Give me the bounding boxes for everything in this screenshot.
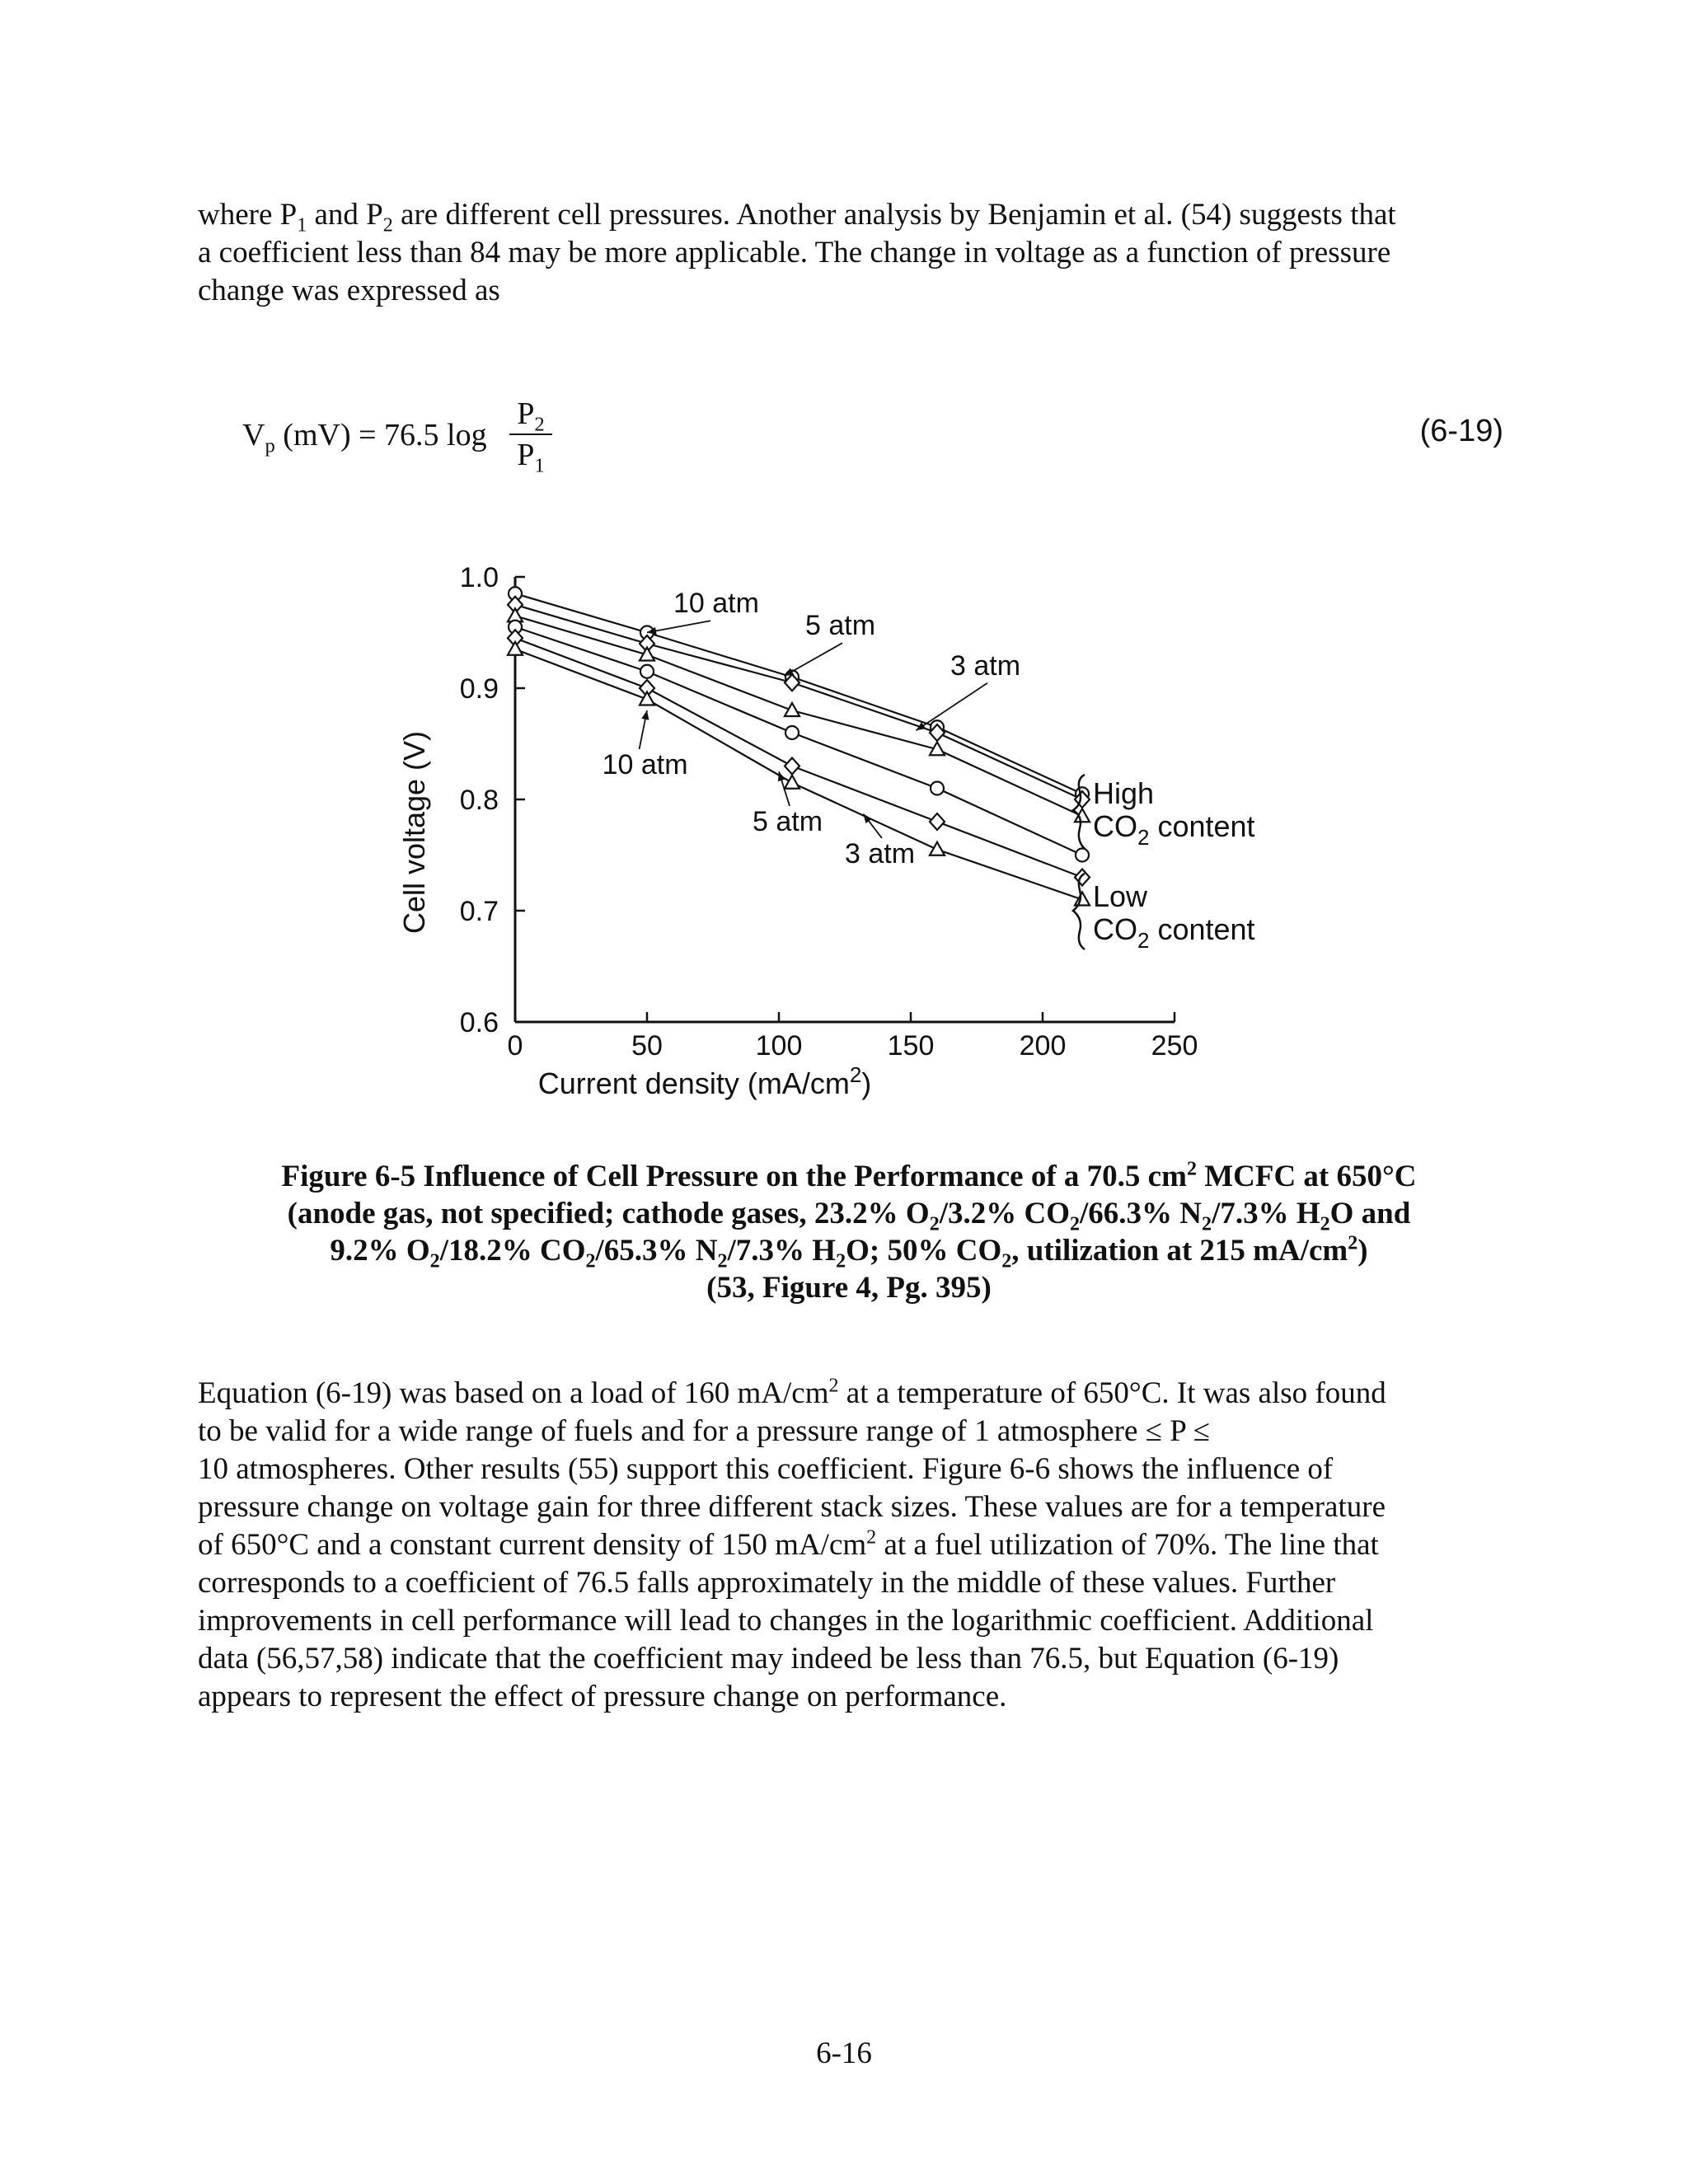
data-point-triangle [1075, 893, 1090, 906]
y-tick-label: 0.7 [459, 896, 499, 927]
fraction-numerator: $P_2$ [517, 396, 545, 436]
x-tick-label: 50 [631, 1030, 663, 1062]
annotation-label: 10 atm [602, 748, 688, 780]
intro-paragraph [198, 196, 1484, 310]
data-point-triangle [1075, 808, 1090, 822]
chart-group-labels [1073, 775, 1255, 953]
body-paragraph [198, 1375, 1484, 1716]
para2-line9: appears to represent the effect of pressure change on performance. [198, 1680, 1007, 1713]
figure-6-5 [379, 540, 1319, 1133]
equation-fraction [506, 396, 556, 477]
data-point-triangle [640, 692, 654, 705]
annotation-arrow-line [916, 683, 987, 731]
caption-line1: Figure 6-5 Influence of Cell Pressure on the Performance of a 70.5 $cm^2$ MCFC at 650°C [281, 1158, 1417, 1193]
data-point-circle [785, 726, 799, 739]
series-line [515, 605, 1082, 799]
caption-line4: (53, Figure 4, Pg. 395) [706, 1271, 992, 1305]
para1-line2: a coefficient less than 84 may be more applicable. The change in voltage as a function of pressure [198, 236, 1391, 269]
x-tick-label: 100 [755, 1030, 803, 1062]
data-point-triangle [930, 842, 945, 855]
annotation-label: 10 atm [673, 588, 759, 620]
annotation-arrowhead [641, 710, 649, 720]
para2-line2: to be valid for a wide range of fuels and for a pressure range of 1 atmosphere ≤ P ≤ [198, 1414, 1210, 1448]
high-label-line2: $CO_2$ content [1093, 809, 1255, 850]
para2-line3: 10 atmospheres. Other results (55) support this coefficient. Figure 6-6 shows the influence of [198, 1452, 1334, 1486]
equation-6-19 [242, 396, 1503, 486]
para1-line3: change was expressed as [198, 274, 500, 307]
annotation-label: 5 atm [805, 610, 876, 642]
data-point-circle [931, 782, 944, 795]
para2-line5: of 650°C and a constant current density of 150 $mA/cm^2$ at a fuel utilization of 70%. The line that [198, 1526, 1379, 1562]
annotation-label: 5 atm [753, 805, 823, 837]
data-point-diamond [930, 813, 945, 830]
y-tick-label: 0.9 [459, 673, 499, 705]
data-point-triangle [785, 703, 799, 716]
data-point-circle [1076, 849, 1089, 862]
x-tick-label: 0 [507, 1030, 523, 1062]
pressure-performance-chart [379, 540, 1319, 1133]
high-label-line1: High [1093, 776, 1155, 810]
caption-line3: 9.2% $O_2/18.2\%$ $CO_2/65.3\%$ $N_2/7.3\%$ $H_2O$; 50% $CO_2$, utilization at 215 $mA/cm^2$) [330, 1232, 1368, 1272]
annotation-arrowhead [778, 771, 785, 781]
para2-line7: improvements in cell performance will lead to changes in the logarithmic coefficient. Additional [198, 1604, 1374, 1638]
y-tick-label: 0.8 [459, 785, 499, 816]
para2-line1: Equation (6-19) was based on a load of 160 $mA/cm^2$ at a temperature of 650°C. It was also found [198, 1375, 1386, 1410]
fraction-bar [509, 434, 552, 435]
chart-annotations [603, 588, 1020, 869]
annotation-label: 3 atm [845, 837, 916, 869]
data-point-triangle [785, 776, 799, 789]
para2-line8: data (56,57,58) indicate that the coefficient may indeed be less than 76.5, but Equation (6-19) [198, 1642, 1339, 1675]
y-tick-label: 0.6 [459, 1007, 499, 1038]
equation-lhs: $V_p$ (mV) = 76.5 log [242, 418, 487, 457]
data-point-circle [640, 665, 654, 678]
page-number: 6-16 [816, 2036, 872, 2070]
figure-caption [198, 1158, 1500, 1306]
x-axis-label: Current density $(mA/cm^2)$ [537, 1062, 872, 1100]
annotation-arrow-line [784, 643, 842, 676]
x-tick-label: 150 [887, 1030, 935, 1062]
data-point-diamond [785, 758, 799, 775]
low-label-line2: $CO_2$ content [1093, 912, 1255, 953]
x-tick-label: 200 [1019, 1030, 1067, 1062]
chart-series-lines [515, 593, 1082, 899]
fraction-denominator: $P_1$ [517, 438, 545, 477]
series-line [515, 649, 1082, 900]
data-point-diamond [1075, 869, 1090, 886]
caption-line2: (anode gas, not specified; cathode gases, 23.2% $O_2/3.2\%$ $CO_2/66.3\%$ $N_2/7.3\%$ $H_2O$ and [287, 1197, 1411, 1235]
chart-series-markers [508, 587, 1090, 905]
y-axis-label: Cell voltage (V) [397, 730, 431, 935]
equation-number: (6-19) [1419, 414, 1503, 448]
low-label-line1: Low [1093, 879, 1148, 913]
para2-line4: pressure change on voltage gain for three different stack sizes. These values are for a temperature [198, 1490, 1386, 1524]
para1-line1: where $P_1$ and $P_2$ are different cell pressures. Another analysis by Benjamin et al. (54) suggests that [198, 198, 1396, 237]
annotation-label: 3 atm [950, 649, 1021, 682]
data-point-triangle [508, 642, 523, 655]
y-tick-label: 1.0 [459, 562, 499, 593]
annotation-arrow-line [647, 621, 710, 632]
annotation-arrowhead [863, 814, 871, 824]
para2-line6: corresponds to a coefficient of 76.5 falls approximately in the middle of these values. Further [198, 1566, 1336, 1600]
x-tick-label: 250 [1151, 1030, 1198, 1062]
